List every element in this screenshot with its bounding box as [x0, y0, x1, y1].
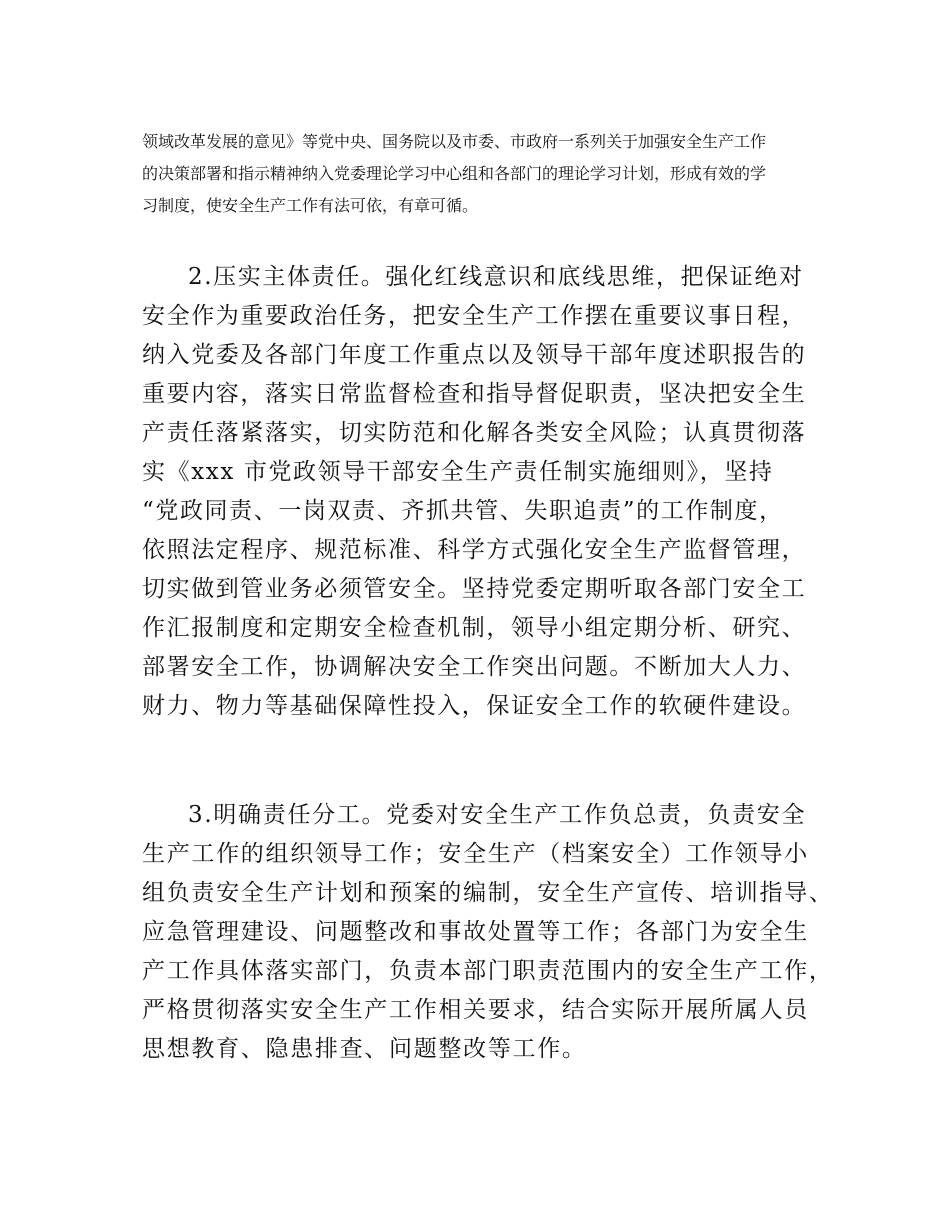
text-line: 实《xxx 市党政领导干部安全生产责任制实施细则》，坚持 — [142, 459, 774, 485]
text-line: 安全作为重要政治任务，把安全生产工作摆在重要议事日程， — [142, 303, 807, 329]
section-2-heading-line: 2.压实主体责任。强化红线意识和底线思维，把保证绝对 — [188, 264, 804, 290]
text-line: 作汇报制度和定期安全检查机制，领导小组定期分析、研究、 — [142, 615, 807, 641]
text-line: 的决策部署和指示精神纳入党委理论学习中心组和各部门的理论学习计划，形成有效的学 — [142, 164, 767, 183]
section-2-paragraph — [142, 258, 832, 726]
text-line: 领域改革发展的意见》等党中央、国务院以及市委、市政府一系列关于加强安全生产工作 — [142, 132, 767, 151]
text-line: 思想教育、隐患排查、问题整改等工作。 — [142, 1036, 587, 1062]
text-line: 切实做到管业务必须管安全。坚持党委定期听取各部门安全工 — [142, 576, 807, 602]
text-line: 习制度，使安全生产工作有法可依，有章可循。 — [142, 196, 479, 215]
intro-paragraph — [142, 126, 822, 222]
text-line: 生产工作的组织领导工作；安全生产（档案安全）工作领导小 — [142, 841, 809, 867]
text-line: 产工作具体落实部门，负责本部门职责范围内的安全生产工作， — [142, 958, 834, 984]
text-line: “党政同责、一岗双责、齐抓共管、失职追责”的工作制度， — [142, 498, 784, 524]
text-line: 纳入党委及各部门年度工作重点以及领导干部年度述职报告的 — [142, 342, 807, 368]
text-line: 严格贯彻落实安全生产工作相关要求，结合实际开展所属人员 — [142, 997, 809, 1023]
text-line: 应急管理建设、问题整改和事故处置等工作；各部门为安全生 — [142, 919, 809, 945]
text-line: 依照法定程序、规范标准、科学方式强化安全生产监督管理， — [142, 537, 807, 563]
section-3-heading-line: 3.明确责任分工。党委对安全生产工作负总责，负责安全 — [188, 802, 807, 828]
text-line: 重要内容，落实日常监督检查和指导督促职责，坚决把安全生 — [142, 381, 807, 407]
text-line: 组负责安全生产计划和预案的编制，安全生产宣传、培训指导、 — [142, 880, 834, 906]
text-line: 财力、物力等基础保障性投入，保证安全工作的软硬件建设。 — [142, 693, 807, 719]
text-line: 产责任落紧落实，切实防范和化解各类安全风险；认真贯彻落 — [142, 420, 807, 446]
text-line: 部署安全工作，协调解决安全工作突出问题。不断加大人力、 — [142, 654, 807, 680]
section-3-paragraph — [142, 796, 832, 1069]
